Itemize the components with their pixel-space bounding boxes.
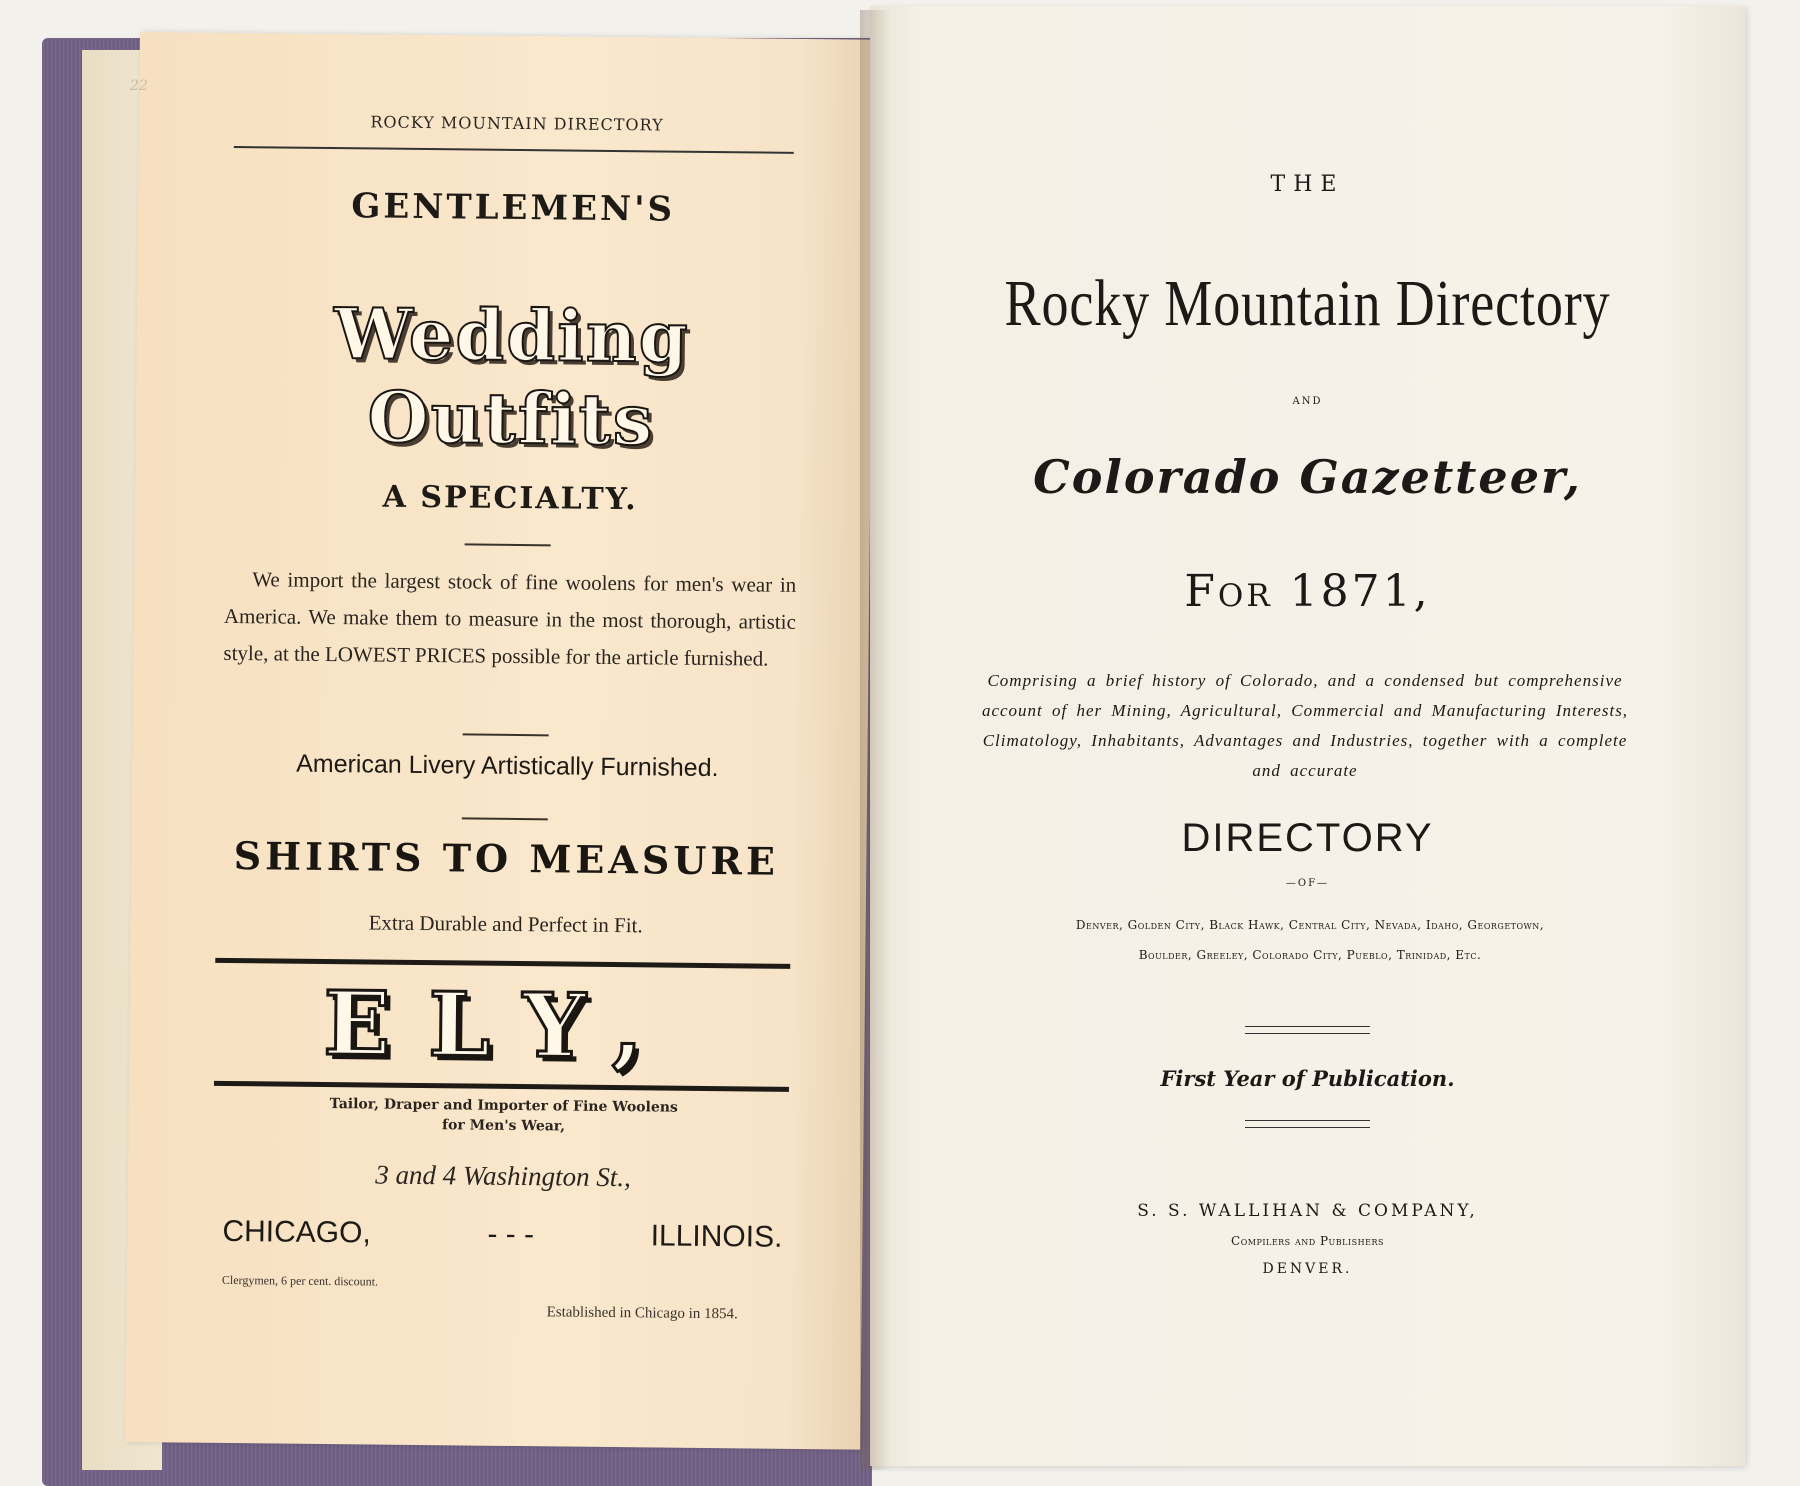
first-year-note: First Year of Publication.	[1160, 1066, 1455, 1091]
advertisement-page	[125, 32, 875, 1450]
title-page	[870, 6, 1745, 1466]
towns-list	[1000, 910, 1620, 970]
publication-year: For 1871,	[1184, 566, 1431, 617]
ad-city-dashes: - - -	[487, 1217, 535, 1252]
book-subtitle: Colorado Gazetteer,	[1033, 450, 1582, 504]
publisher-name: S. S. WALLIHAN & COMPANY,	[1137, 1201, 1478, 1221]
book-description: Comprising a brief history of Colorado, and a condensed but comprehensive account of her Mining, Agricultural, Commercial and Manufacturing Interests, Climatology, Inhabitants, Advantages and Industries, together with a complete and accurate	[981, 671, 1629, 780]
ad-street-address: 3 and 4 Washington St.,	[375, 1159, 631, 1193]
divider-rule	[462, 817, 548, 819]
divider-rule	[465, 543, 551, 545]
ely-name: ELY,	[322, 970, 682, 1079]
towns-line-1: Denver, Golden City, Black Hawk, Central City, Nevada, Idaho, Georgetown,	[1075, 918, 1545, 932]
book-gutter	[860, 10, 890, 1470]
title-and: AND	[1292, 396, 1323, 407]
ad-specialty: A SPECIALTY.	[382, 479, 638, 518]
directory-heading: DIRECTORY	[1181, 816, 1434, 860]
publisher-location: DENVER.	[1262, 1261, 1353, 1277]
double-rule	[1245, 1120, 1370, 1128]
divider-rule	[463, 733, 549, 735]
ad-durable-line: Extra Durable and Perfect in Fit.	[368, 910, 643, 938]
ad-shirts-to-measure: SHIRTS TO MEASURE	[233, 833, 780, 884]
ely-banner	[214, 958, 790, 1092]
book-title: Rocky Mountain Directory	[1004, 267, 1611, 340]
page-number: 22	[130, 78, 148, 94]
ad-state: ILLINOIS.	[650, 1219, 783, 1254]
ad-livery-line: American Livery Artistically Furnished.	[296, 749, 719, 783]
running-head: ROCKY MOUNTAIN DIRECTORY	[370, 112, 664, 135]
towns-line-2: Boulder, Greeley, Colorado City, Pueblo, Trinidad, Etc.	[1138, 948, 1482, 962]
ad-headline-wedding-outfits: Wedding Outfits	[333, 292, 691, 462]
directory-of: —OF—	[1285, 878, 1330, 889]
ad-tailor-description	[223, 1093, 783, 1139]
ad-discount-note: Clergymen, 6 per cent. discount.	[221, 1272, 379, 1289]
tailor-line-2: for Men's Wear,	[441, 1117, 566, 1135]
ad-city-line	[222, 1215, 782, 1255]
ad-body-text: We import the largest stock of fine woolens for men's wear in America. We make them to measure in the most thorough, artistic style, at the LOWEST PRICES possible for the article furnished.	[223, 567, 797, 671]
tailor-line-1: Tailor, Draper and Importer of Fine Woolens	[329, 1096, 678, 1116]
ad-established-note: Established in Chicago in 1854.	[546, 1304, 738, 1323]
title-the: THE	[1270, 172, 1345, 197]
ad-headline-gentlemens: GENTLEMEN'S	[351, 186, 676, 230]
header-rule	[234, 146, 794, 154]
publisher-role: Compilers and Publishers	[1231, 1234, 1384, 1248]
ad-city: CHICAGO,	[222, 1214, 371, 1250]
double-rule	[1245, 1026, 1370, 1034]
